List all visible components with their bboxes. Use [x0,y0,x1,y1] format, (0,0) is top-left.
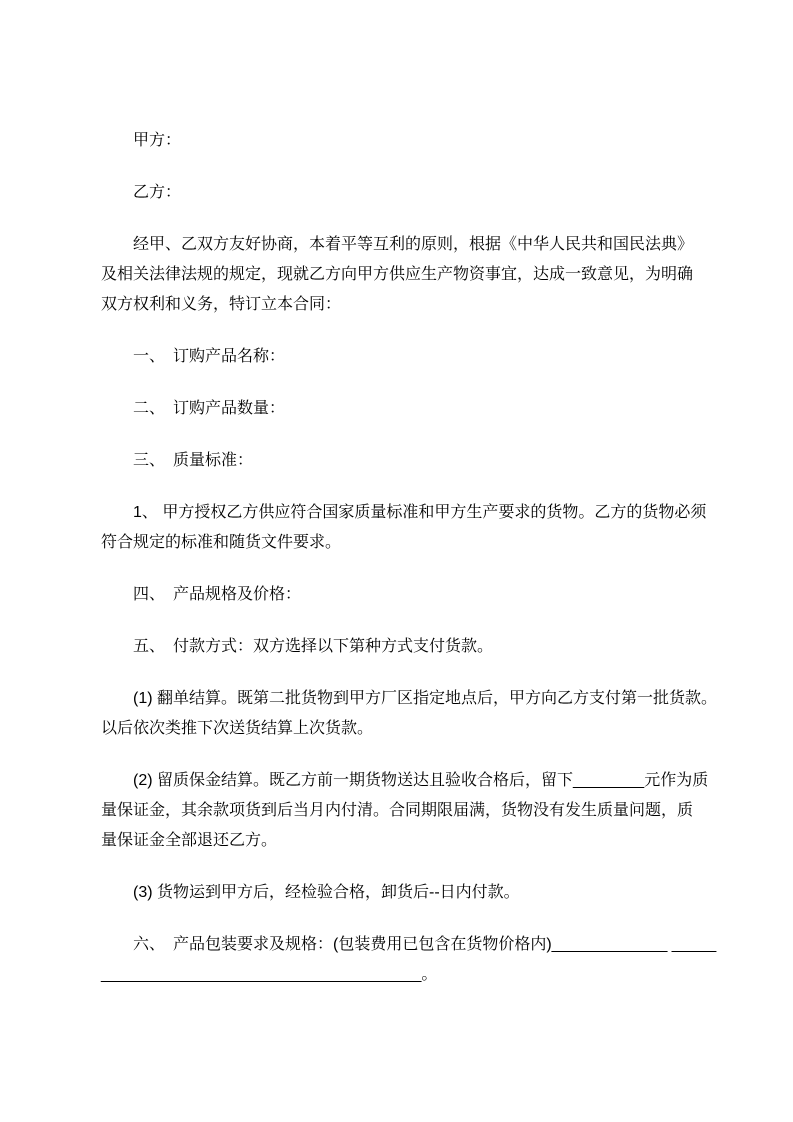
section-1-heading-text: 一、 订购产品名称： [133,348,286,365]
preamble-paragraph [101,230,703,320]
section-3-heading-text: 三、 质量标准： [133,452,254,469]
clause-3-1-paragraph [101,498,707,558]
section-6-blank-line: ____________________________________。 [101,966,438,983]
section-5-heading [101,632,703,662]
section-4-heading-text: 四、 产品规格及价格： [133,586,302,603]
section-4-heading [101,580,703,610]
preamble-line-3: 双方权利和义务，特订立本合同： [101,296,342,313]
section-6-heading-text: 六、 产品包装要求及规格：(包装费用已包含在货物价格内)_____________ _____ [133,936,717,953]
party-a-label: 甲方： [133,132,182,149]
section-2-heading-text: 二、 订购产品数量： [133,400,286,417]
clause-5-2-paragraph [101,766,709,856]
section-5-heading-text: 五、 付款方式：双方选择以下第种方式支付货款。 [133,638,494,655]
clause-5-1-paragraph [101,684,718,744]
party-a-paragraph [101,126,703,156]
preamble-line-2: 及相关法律法规的规定，现就乙方向甲方供应生产物资事宜，达成一致意见，为明确 [101,266,694,283]
clause-5-2-line-2: 量保证金，其余款项货到后当月内付清。合同期限届满，货物没有发生质量问题，质 [101,802,694,819]
clause-3-1-line-1: 1、 甲方授权乙方供应符合国家质量标准和甲方生产要求的货物。乙方的货物必须 [133,504,707,521]
clause-5-3-line-1: (3) 货物运到甲方后，经检验合格，卸货后--日内付款。 [133,884,520,901]
clause-5-1-line-1: (1) 翻单结算。既第二批货物到甲方厂区指定地点后，甲方向乙方支付第一批货款。 [133,690,718,707]
party-b-label: 乙方： [133,184,182,201]
preamble-line-1: 经甲、乙双方友好协商，本着平等互利的原则，根据《中华人民共和国民法典》 [133,236,694,253]
section-6-heading-paragraph [101,930,717,990]
section-1-heading [101,342,703,372]
party-b-paragraph [101,178,703,208]
clause-3-1-line-2: 符合规定的标准和随货文件要求。 [101,534,342,551]
clause-5-2-line-1: (2) 留质保金结算。既乙方前一期货物送达且验收合格后，留下________元作为质 [133,772,709,789]
clause-5-3-paragraph [101,878,703,908]
clause-5-2-line-3: 量保证金全部退还乙方。 [101,832,278,849]
section-3-heading [101,446,703,476]
section-2-heading [101,394,703,424]
clause-5-1-line-2: 以后依次类推下次送货结算上次货款。 [101,720,374,737]
